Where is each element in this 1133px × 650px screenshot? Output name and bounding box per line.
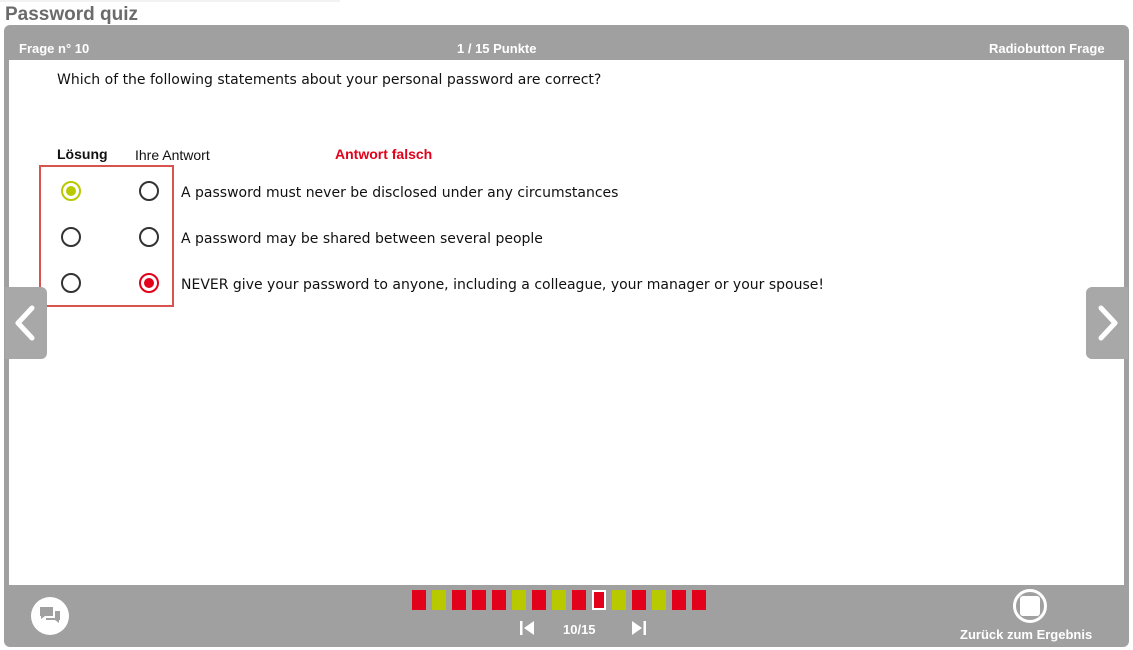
progress-segment-6[interactable] [512,590,526,610]
progress-segment-2[interactable] [432,590,446,610]
progress-segment-13[interactable] [652,590,666,610]
verdict-label: Antwort falsch [335,146,433,162]
answer-radio-3[interactable] [139,273,159,293]
solution-column-label: Lösung [57,146,108,162]
answer-radio-1[interactable] [139,181,159,201]
option-text-1: A password must never be disclosed under any circumstances [181,185,619,201]
progress-segment-10[interactable] [592,590,606,610]
progress-segment-1[interactable] [412,590,426,610]
solution-radio-3 [61,273,81,293]
question-progress-bar [412,590,706,612]
last-question-button[interactable] [631,620,647,641]
skip-to-first-icon [519,620,535,636]
question-panel [9,60,1124,585]
question-counter: 10/15 [563,622,596,637]
option-text-2: A password may be shared between several people [181,231,543,247]
back-to-results-icon[interactable] [1013,589,1047,623]
question-type: Radiobutton Frage [989,41,1105,56]
page-title: Password quiz [5,4,139,25]
progress-segment-14[interactable] [672,590,686,610]
progress-segment-7[interactable] [532,590,546,610]
first-question-button[interactable] [519,620,535,641]
stop-square-icon [1020,596,1040,616]
chevron-right-icon [1093,305,1121,341]
progress-segment-8[interactable] [552,590,566,610]
progress-segment-9[interactable] [572,590,586,610]
question-text: Which of the following statements about your personal password are correct? [57,72,602,88]
progress-segment-15[interactable] [692,590,706,610]
comments-button[interactable] [31,597,69,635]
back-to-results-button[interactable]: Zurück zum Ergebnis [960,627,1093,642]
solution-radio-1 [61,181,81,201]
answer-radio-2[interactable] [139,227,159,247]
solution-radio-2 [61,227,81,247]
question-number: Frage n° 10 [19,41,90,56]
previous-question-button[interactable] [5,287,47,359]
chevron-left-icon [12,305,40,341]
score-label: 1 / 15 Punkte [457,41,537,56]
progress-segment-3[interactable] [452,590,466,610]
skip-to-last-icon [631,620,647,636]
chat-bubbles-icon [38,605,62,627]
answer-column-label: Ihre Antwort [135,147,210,163]
progress-segment-4[interactable] [472,590,486,610]
progress-segment-12[interactable] [632,590,646,610]
next-question-button[interactable] [1086,287,1128,359]
progress-segment-11[interactable] [612,590,626,610]
option-text-3: NEVER give your password to anyone, including a colleague, your manager or your spouse! [181,277,824,293]
progress-segment-5[interactable] [492,590,506,610]
title-underline [0,0,340,2]
